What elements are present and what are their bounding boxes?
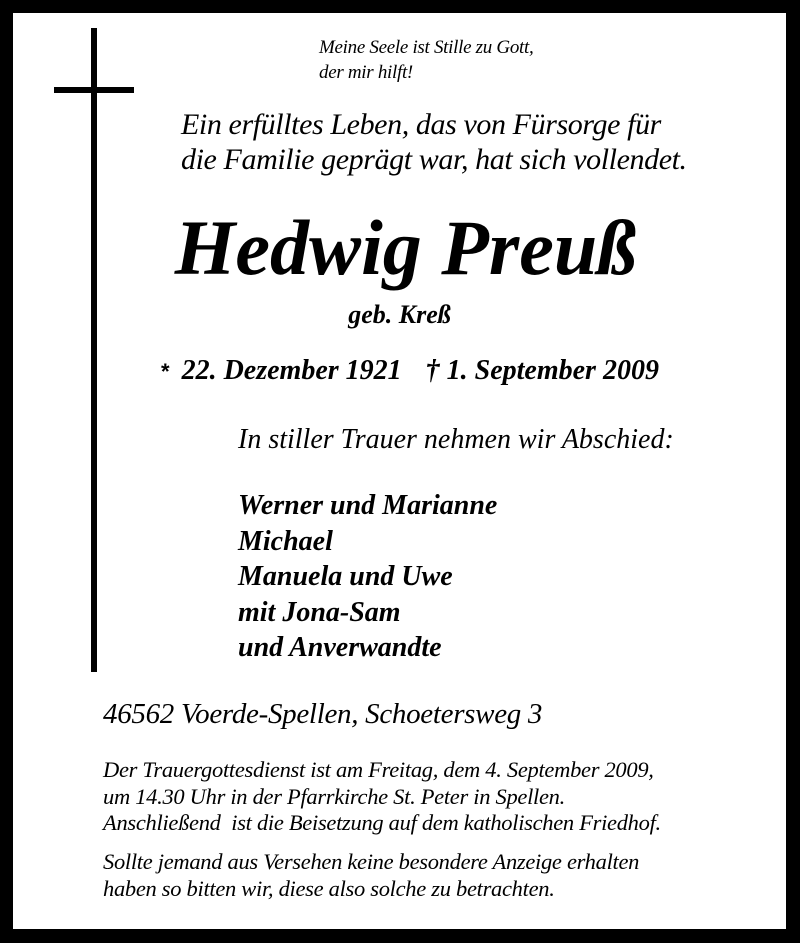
deceased-name: Hedwig Preuß <box>174 204 637 291</box>
cross-horizontal-bar <box>54 87 134 93</box>
intro-line: die Familie geprägt war, hat sich vollendet. <box>181 143 687 176</box>
cross-vertical-bar <box>91 28 97 672</box>
notice-text <box>103 849 639 902</box>
service-info <box>103 757 661 837</box>
family-list <box>238 488 497 666</box>
death-dagger-icon: † <box>425 355 440 386</box>
family-member: und Anverwandte <box>238 632 442 663</box>
birth-star-icon: * <box>161 359 170 384</box>
notice-line: haben so bitten wir, diese also solche zu betrachten. <box>103 875 555 901</box>
family-member: Werner und Marianne <box>238 490 498 521</box>
motto-verse <box>319 35 533 85</box>
family-member: mit Jona-Sam <box>238 596 401 628</box>
family-member: Michael <box>238 525 333 557</box>
death-date: 1. September 2009 <box>446 355 659 386</box>
motto-line: Meine Seele ist Stille zu Gott, <box>319 37 534 58</box>
address: 46562 Voerde-Spellen, Schoetersweg 3 <box>103 698 543 730</box>
life-dates <box>161 354 659 389</box>
obituary-card <box>13 13 786 929</box>
service-line: Anschließend ist die Beisetzung auf dem katholischen Friedhof. <box>103 810 661 835</box>
intro-line: Ein erfülltes Leben, das von Fürsorge für <box>181 108 661 141</box>
mourning-heading: In stiller Trauer nehmen wir Abschied: <box>238 424 674 455</box>
intro-text <box>181 107 687 177</box>
family-member: Manuela und Uwe <box>238 561 453 592</box>
birth-date: 22. Dezember 1921 <box>181 355 402 386</box>
birth-name: geb. Kreß <box>348 300 451 329</box>
service-line: Der Trauergottesdienst ist am Freitag, dem 4. September 2009, <box>103 757 654 782</box>
motto-line: der mir hilft! <box>319 62 413 83</box>
notice-line: Sollte jemand aus Versehen keine besondere Anzeige erhalten <box>103 849 640 874</box>
service-line: um 14.30 Uhr in der Pfarrkirche St. Peter in Spellen. <box>103 783 565 809</box>
